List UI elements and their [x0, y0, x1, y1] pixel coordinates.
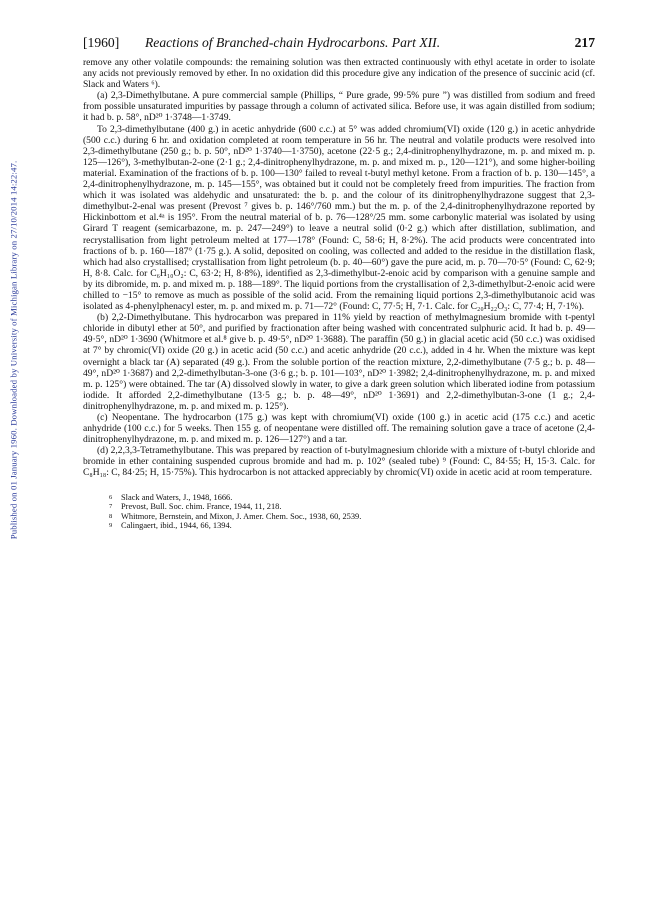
paragraph-c-neopentane: (c) Neopentane. The hydrocarbon (175 g.) was kept with chromium(VI) oxide (100 g.) in acetic acid (175 c.c.) and acetic anhydride (100 c.c.) for 5 weeks. Then 155 g. of neopentane were distilled off. The remaining solution gave a trace of acetone (2,4-dinitrophenylhydrazone, m. p. and mixed m. p. 126—127°) and a tar.	[83, 412, 595, 446]
page-number: 217	[574, 35, 595, 50]
header-year: [1960]	[83, 35, 120, 50]
download-notice-text: Published on 01 January 1960. Downloaded by University of Michigan Library on 27/10/2014 14:22:47.	[8, 160, 18, 540]
footnote-text: Whitmore, Bernstein, and Mixon, J. Amer. Chem. Soc., 1938, 60, 2539.	[121, 511, 362, 521]
footnote-number: 8	[109, 512, 113, 520]
footnote-number: 9	[109, 522, 113, 530]
footnote-number: 6	[109, 493, 113, 501]
footnote	[109, 493, 595, 503]
footnote	[109, 512, 595, 522]
paragraph-a-dimethylbutane: (a) 2,3-Dimethylbutane. A pure commercial sample (Phillips, “ Pure grade, 99·5% pure ”) was distilled from sodium and freed from possible unsaturated impurities by passage through a column of activated silica. Before use, it was again distilled from sodium; it had b. p. 58°, nD²⁰ 1·3748—1·3749.	[83, 90, 595, 124]
footnotes	[83, 493, 595, 531]
download-notice	[4, 110, 22, 590]
paragraph-a-oxidation: To 2,3-dimethylbutane (400 g.) in acetic anhydride (600 c.c.) at 5° was added chromium(VI) oxide (120 g.) in acetic anhydride (500 c.c.) during 6 hr. and oxidation completed at room temperature in 56 hr. The neutral and volatile products were resolved into 2,3-dimethylbutane (250 g.; b. p. 50°, nD²⁰ 1·3740—1·3750), acetone (22·5 g.; 2,4-dinitrophenylhydrazone, m. p. and mixed m. p. 125—126°), 3-methylbutan-2-one (2·1 g.; 2,4-dinitrophenylhydrazone, m. p. and mixed m. p., 120—121°), and some higher-boiling material. Examination of the fractions of b. p. 100—130° failed to reveal t-butyl methyl ketone. From a fraction of b. p. 130—145°, a 2,4-dinitrophenylhydrazone, m. p. 145—155°, was obtained but it could not be completely freed from impurities. The fraction from which it was isolated was aldehydic and unsaturated: the b. p. and the colour of its dinitrophenylhydrazone suggest that 2,3-dimethylbut-2-enal was present (Prevost ⁷ gives b. p. 146°/760 mm.) but the m. p. of the 2,4-dinitrophenylhydrazone reported by Hickinbottom et al.⁴ᵃ is 195°. From the neutral material of b. p. 76—128°/25 mm. some carbonylic material was isolated by using Girard T reagent (semicarbazone, m. p. 247—249°) to leave a neutral solid (0·2 g.) which after distillation, sublimation, and recrystallisation from light petroleum melted at 177—178° (Found: C, 58·6; H, 8·2%). The acid products were concentrated into fractions of b. p. 160—187° (1·75 g.). A solid, deposited on cooling, was collected and added to the residue in the distillation flask, which had also crystallised; crystallisation from light petroleum (b. p. 40—60°) gave the pure acid, m. p. 70—70·5° (Found: C, 62·9; H, 8·8. Calc. for C₆H₁₀O₂: C, 63·2; H, 8·8%), identified as 2,3-dimethylbut-2-enoic acid by comparison with a genuine sample and by its dibromide, m. p. and mixed m. p. 188—189°. The liquid portions from the crystallisation of 2,3-dimethylbut-2-enoic acid were chilled to −15° to remove as much as possible of the solid acid. From the remaining liquid portions 2,3-dimethylbutanoic acid was isolated as 4-phenylphenacyl ester, m. p. and mixed m. p. 71—72° (Found: C, 77·5; H, 7·1. Calc. for C₂₀H₂₂O₃: C, 77·4; H, 7·1%).	[83, 123, 595, 313]
footnote-text: Slack and Waters, J., 1948, 1666.	[121, 492, 233, 502]
footnote	[109, 502, 595, 512]
paragraph-b-dimethylbutane: (b) 2,2-Dimethylbutane. This hydrocarbon was prepared in 11% yield by reaction of methylmagnesium bromide with t-pentyl chloride in dibutyl ether at 50°, and purified by fractionation after being washed with concentrated sulphuric acid. It had b. p. 49—49·5°, nD²⁰ 1·3690 (Whitmore et al.⁸ give b. p. 49·5°, nD²⁰ 1·3688). The paraffin (50 g.) in glacial acetic acid (50 c.c.) was oxidised at 7° by chromic(VI) oxide (20 g.) in acetic acid (50 c.c.) and acetic anhydride (20 c.c.), added in 4 hr. When the mixture was kept overnight a black tar (A) separated (49 g.). From the soluble portion of the reaction mixture, 2,2-dimethylbutane (7·5 g.; b. p. 48—49°, nD²⁰ 1·3687) and 2,2-dimethylbutan-3-one (3·6 g.; b. p. 101—103°, nD²⁰ 1·3982; 2,4-dinitrophenylhydrazone, m. p. and mixed m. p. 125°) were obtained. The tar (A) dissolved slowly in water, to give a dark green solution which liberated iodine from potassium iodide. It afforded 2,2-dimethylbutane (13·5 g.; b. p. 48—49°, nD²⁰ 1·3691) and 2,2-dimethylbutan-3-one (1 g.; 2,4-dinitrophenylhydrazone, m. p. and mixed m. p. 125°).	[83, 312, 595, 412]
article-body	[83, 57, 595, 479]
paragraph-intro: remove any other volatile compounds: the remaining solution was then extracted continuously with ethyl acetate in order to isolate any acids not previously removed by ether. In no oxidation did this procedure give any indication of the presence of succinic acid (cf. Slack and Waters ⁶).	[83, 57, 595, 91]
journal-page	[83, 35, 595, 531]
footnote-number: 7	[109, 503, 113, 511]
running-title: Reactions of Branched-chain Hydrocarbons. Part XII.	[145, 35, 441, 50]
footnote-text: Calingaert, ibid., 1944, 66, 1394.	[121, 521, 232, 531]
paragraph-d-tetramethylbutane: (d) 2,2,3,3-Tetramethylbutane. This was prepared by reaction of t-butylmagnesium chloride with a mixture of t-butyl chloride and bromide in ether containing suspended cuprous bromide and had m. p. 102° (sealed tube) ⁹ (Found: C, 84·55; H, 15·3. Calc. for C₈H₁₈: C, 84·25; H, 15·75%). This hydrocarbon is not attacked appreciably by chromic(VI) oxide in acetic acid at room temperature.	[83, 445, 595, 479]
footnote-text: Prevost, Bull. Soc. chim. France, 1944, 11, 218.	[121, 502, 282, 512]
running-header	[83, 35, 595, 55]
footnote	[109, 521, 595, 531]
